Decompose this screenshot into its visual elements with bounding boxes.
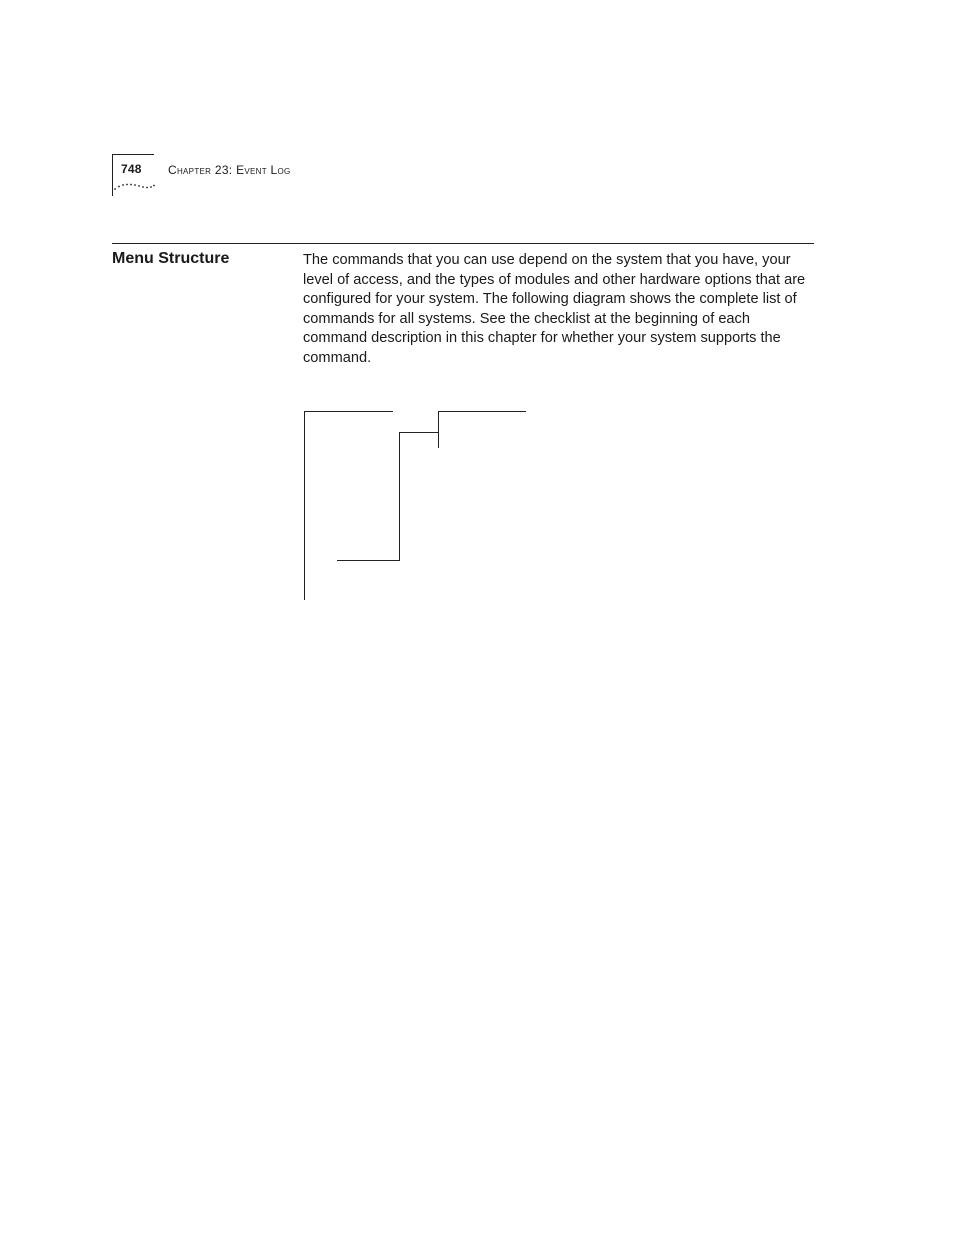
section-body-text: The commands that you can use depend on the system that you have, your level of access, and the types of modules and other hardware options that are configured for your system. The following diagram shows the complete list of commands for all systems. See the checklist at the beginning of each command description in this chapter for whether your system supports the command.: [303, 252, 806, 366]
header-dotted-ornament: [114, 180, 156, 194]
page-number: 748: [121, 162, 142, 176]
page-header: [112, 154, 512, 198]
menu-structure-diagram: [300, 405, 540, 605]
header-rule-left: [112, 154, 113, 196]
section-divider: [112, 243, 814, 244]
chapter-title: Chapter 23: Event Log: [168, 163, 291, 177]
section-heading: Menu Structure: [112, 250, 230, 267]
header-rule-top: [112, 154, 154, 155]
